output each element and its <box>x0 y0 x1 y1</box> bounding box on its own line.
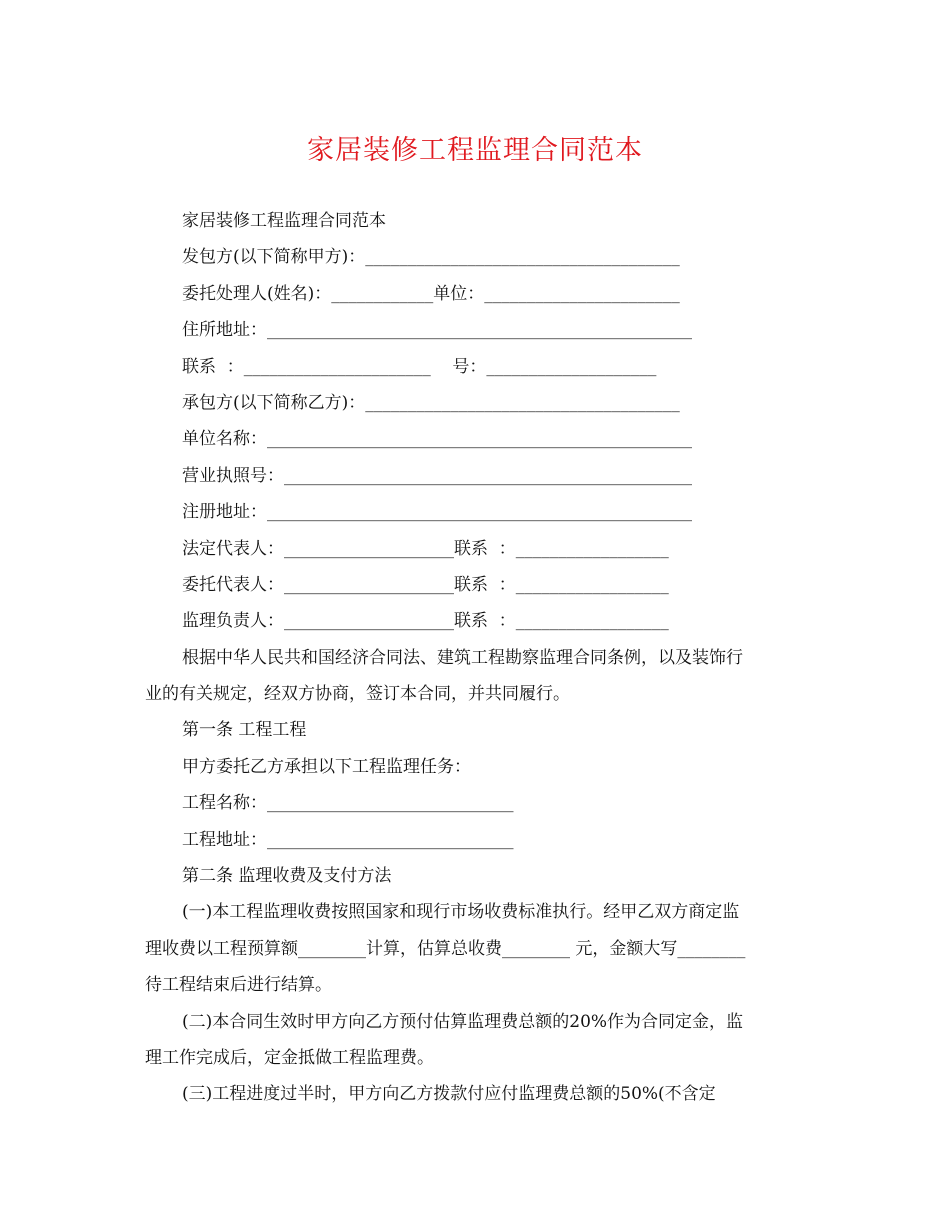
field-license-no: 营业执照号：________________________________________________ <box>182 466 692 486</box>
field-supervisor: 监理负责人：____________________联系 ：__________________ <box>182 611 669 631</box>
clause-2-line2: 理工作完成后，定金抵做工程监理费。 <box>145 1048 434 1068</box>
clause-1-line1: (一)本工程监理收费按照国家和现行市场收费标准执行。经甲乙双方商定监 <box>182 902 740 922</box>
field-party-b: 承包方(以下简称乙方)：_____________________________________ <box>182 393 680 413</box>
field-unit-name: 单位名称：__________________________________________________ <box>182 429 692 449</box>
clause-1-line3: 待工程结束后进行结算。 <box>145 975 332 995</box>
field-party-a: 发包方(以下简称甲方)：_____________________________________ <box>182 247 680 267</box>
field-project-address: 工程地址：_____________________________ <box>182 830 514 850</box>
document-title: 家居装修工程监理合同范本 <box>307 135 643 166</box>
article-1-heading: 第一条 工程工程 <box>182 720 307 740</box>
field-contact-phone: 联系 ：______________________ 号：____________________ <box>182 357 657 377</box>
field-agent-unit: 委托处理人(姓名)：____________单位：_______________________ <box>182 284 680 304</box>
field-project-name: 工程名称：_____________________________ <box>182 793 514 813</box>
clause-1-line2: 理收费以工程预算额________计算，估算总收费________ 元，金额大写________ <box>145 939 746 959</box>
paragraph-basis-line2: 业的有关规定，经双方协商，签订本合同，并共同履行。 <box>145 684 570 704</box>
clause-3-line1: (三)工程进度过半时，甲方向乙方拨款付应付监理费总额的50%(不含定 <box>182 1084 716 1104</box>
article-2-heading: 第二条 监理收费及支付方法 <box>182 866 392 886</box>
clause-2-line1: (二)本合同生效时甲方向乙方预付估算监理费总额的20%作为合同定金，监 <box>182 1012 744 1032</box>
field-registered-address: 注册地址：__________________________________________________ <box>182 502 692 522</box>
field-address: 住所地址：__________________________________________________ <box>182 320 692 340</box>
paragraph-basis-line1: 根据中华人民共和国经济合同法、建筑工程勘察监理合同条例，以及装饰行 <box>182 648 743 668</box>
field-legal-rep: 法定代表人：____________________联系 ：__________________ <box>182 539 669 559</box>
field-authorized-rep: 委托代表人：____________________联系 ：__________________ <box>182 575 669 595</box>
article-1-text: 甲方委托乙方承担以下工程监理任务： <box>182 757 471 777</box>
intro-heading: 家居装修工程监理合同范本 <box>182 211 386 231</box>
